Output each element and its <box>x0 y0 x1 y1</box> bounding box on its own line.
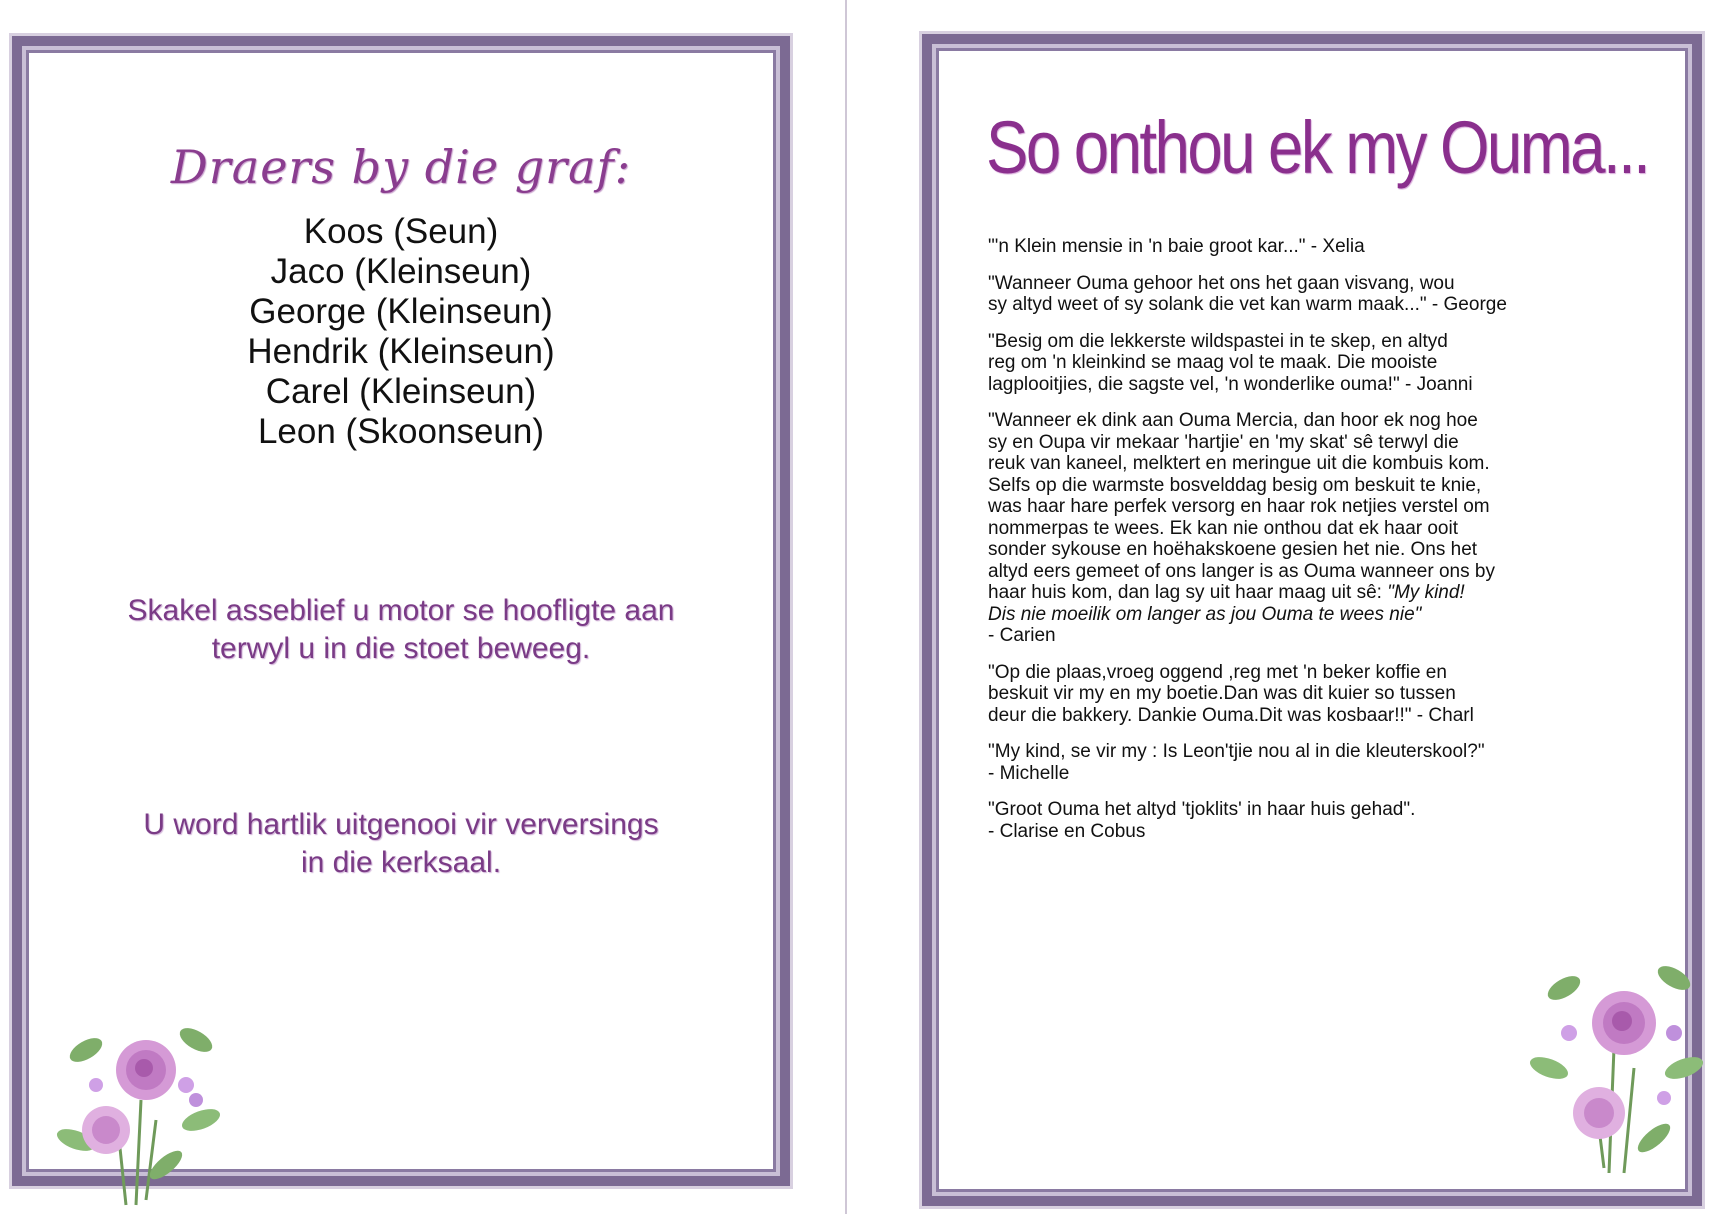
quote-italic: Dis nie moeilik om langer as jou Ouma te wees nie" <box>988 603 1422 625</box>
quote-item <box>988 331 1648 396</box>
notice-line: U word hartlik uitgenooi vir verversings <box>143 808 659 841</box>
bearer-item: Leon (Skoonseun) <box>257 412 545 451</box>
quote-line: sy en Oupa vir mekaar 'hartjie' en 'my skat' sê terwyl die <box>988 431 1459 453</box>
quote-item <box>988 741 1648 784</box>
quote-line: "'n Klein mensie in 'n baie groot kar..." - Xelia <box>988 236 1365 257</box>
right-page <box>946 58 1678 1182</box>
left-page-frame <box>12 36 790 1186</box>
quote-line: reuk van kaneel, melktert en meringue uit die kombuis kom. <box>988 453 1490 474</box>
headlights-notice <box>36 592 766 668</box>
bearer-item: George (Kleinseun) <box>249 292 553 331</box>
quote-line: was haar hare perfek versorg en haar rok netjies verstel om <box>988 496 1490 517</box>
quote-item <box>988 799 1648 842</box>
quote-line: "My kind, se vir my : Is Leon'tjie nou al in die kleuterskool?" <box>988 741 1485 762</box>
quote-line: beskuit vir my en my boetie.Dan was dit kuier so tussen <box>988 683 1456 704</box>
bearer-item: Jaco (Kleinseun) <box>270 252 532 291</box>
quote-author: - Carien <box>988 625 1056 646</box>
quote-line: - Clarise en Cobus <box>988 820 1146 842</box>
quote-text: haar huis kom, dan lag sy uit haar maag uit sê: <box>988 582 1382 603</box>
bearer-item: Koos (Seun) <box>303 212 499 251</box>
quote-item <box>988 236 1648 258</box>
quote-line: sonder sykouse en hoëhakskoene gesien het nie. Ons het <box>988 539 1478 560</box>
refreshments-notice <box>36 806 766 882</box>
quotes-list <box>988 236 1648 857</box>
quote-line <box>988 582 1648 604</box>
bearers-title: Draers by die graf: <box>170 140 632 194</box>
quote-line: sy altyd weet of sy solank die vet kan warm maak..." - George <box>988 294 1507 315</box>
quote-line: altyd eers gemeet of ons langer is as Ouma wanneer ons by <box>988 560 1495 582</box>
quote-line: - Michelle <box>988 762 1070 784</box>
memories-title: So onthou ek my Ouma... <box>986 106 1649 189</box>
quote-line: "Groot Ouma het altyd 'tjoklits' in haar huis gehad". <box>988 799 1416 820</box>
bearers-list <box>36 212 766 452</box>
left-page <box>36 60 766 1162</box>
rose-bouquet-icon <box>56 990 226 1210</box>
quote-item <box>988 273 1648 316</box>
quote-item <box>988 410 1648 647</box>
bearer-item: Hendrik (Kleinseun) <box>247 332 555 371</box>
quote-line <box>988 604 1648 626</box>
quote-item <box>988 662 1648 727</box>
quote-line: "Op die plaas,vroeg oggend ,reg met 'n beker koffie en <box>988 661 1447 683</box>
quote-line: Selfs op die warmste bosvelddag besig om beskuit te knie, <box>988 474 1482 496</box>
right-page-frame <box>922 34 1702 1206</box>
notice-line: in die kerksaal. <box>300 846 502 879</box>
rose-bouquet-icon <box>1524 948 1704 1178</box>
quote-italic: "My kind! <box>1387 582 1465 603</box>
quote-line: reg om 'n kleinkind se maag vol te maak. Die mooiste <box>988 352 1438 373</box>
notice-line: terwyl u in die stoet beweeg. <box>211 632 591 665</box>
quote-line: nommerpas te wees. Ek kan nie onthou dat ek haar ooit <box>988 517 1458 539</box>
bearer-item: Carel (Kleinseun) <box>265 372 537 411</box>
quote-line: "Wanneer Ouma gehoor het ons het gaan visvang, wou <box>988 272 1455 294</box>
page-fold <box>845 0 847 1214</box>
quote-line: "Wanneer ek dink aan Ouma Mercia, dan hoor ek nog hoe <box>988 410 1478 431</box>
quote-line: deur die bakkery. Dankie Ouma.Dit was kosbaar!!" - Charl <box>988 704 1474 726</box>
quote-line: "Besig om die lekkerste wildspastei in te skep, en altyd <box>988 330 1448 352</box>
quote-line: lagplooitjies, die sagste vel, 'n wonderlike ouma!" - Joanni <box>988 373 1473 395</box>
notice-line: Skakel asseblief u motor se hoofligte aan <box>127 594 675 627</box>
